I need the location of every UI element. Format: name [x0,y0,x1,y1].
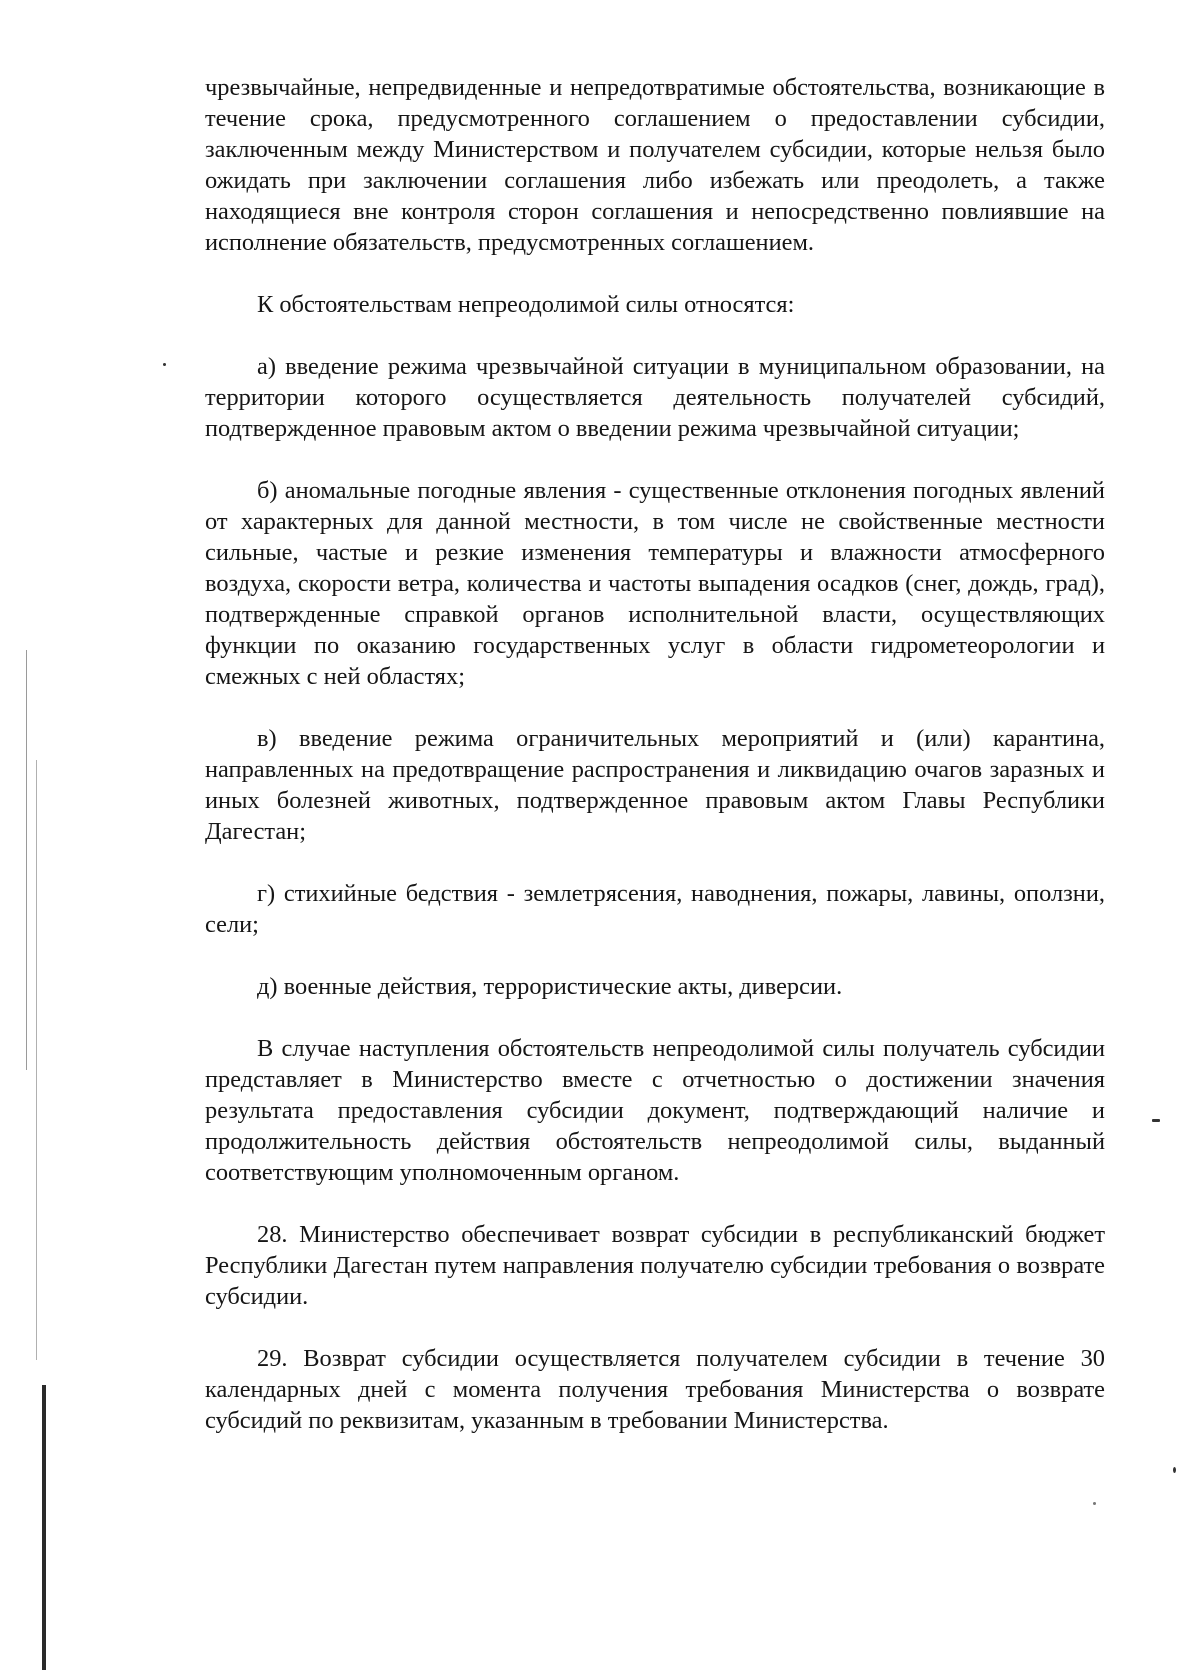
scan-speck [163,363,166,366]
document-page [205,72,1105,1467]
scan-edge-line-faint [36,760,37,1360]
list-item-v: в) введение режима ограничительных мероприятий и (или) карантина, направленных на предотвращение распространения и ликвидацию очагов заразных и иных болезней животных, подтвержденное правовым актом Главы Республики Дагестан; [205,725,1105,845]
clause-29: 29. Возврат субсидии осуществляется получателем субсидии в течение 30 календарных дней с момента получения требования Министерства о возврате субсидий по реквизитам, указанным в требовании Министерства. [205,1345,1105,1434]
paragraph-force-majeure-definition: чрезвычайные, непредвиденные и непредотвратимые обстоятельства, возникающие в течение срока, предусмотренного соглашением о предоставлении субсидии, заключенным между Министерством и получателем субсидии, которые нельзя было ожидать при заключении соглашения либо избежать или преодолеть, а также находящиеся вне контроля сторон соглашения и непосредственно повлиявшие на исполнение обязательств, предусмотренных соглашением. [205,74,1105,256]
clause-28: 28. Министерство обеспечивает возврат субсидии в республиканский бюджет Республики Дагестан путем направления получателю субсидии требования о возврате субсидии. [205,1221,1105,1310]
scan-speck [1152,1119,1160,1122]
list-item-b: б) аномальные погодные явления - существенные отклонения погодных явлений от характерных для данной местности, в том числе не свойственные местности сильные, частые и резкие изменения температуры и влажности атмосферного воздуха, скорости ветра, количества и частоты выпадения осадков (снег, дождь, град), подтвержденные справкой органов исполнительной власти, осуществляющих функции по оказанию государственных услуг в области гидрометеорологии и смежных с ней областях; [205,477,1105,690]
scan-speck [1093,1502,1096,1505]
scan-edge-line-faint [26,650,27,1070]
scan-speck [1173,1467,1176,1473]
list-item-a: а) введение режима чрезвычайной ситуации в муниципальном образовании, на территории которого осуществляется деятельность получателей субсидий, подтвержденное правовым актом о введении режима чрезвычайной ситуации; [205,353,1105,442]
list-item-g: г) стихийные бедствия - землетрясения, наводнения, пожары, лавины, оползни, сели; [205,880,1105,938]
paragraph-force-majeure-list-intro: К обстоятельствам непреодолимой силы относятся: [257,291,795,318]
paragraph-force-majeure-reporting: В случае наступления обстоятельств непреодолимой силы получатель субсидии представляет в Министерство вместе с отчетностью о достижении значения результата предоставления субсидии документ, подтверждающий наличие и продолжительность действия обстоятельств непреодолимой силы, выданный соответствующим уполномоченным органом. [205,1035,1105,1186]
list-item-d: д) военные действия, террористические акты, диверсии. [257,973,843,1000]
scan-edge-line [42,1385,46,1670]
